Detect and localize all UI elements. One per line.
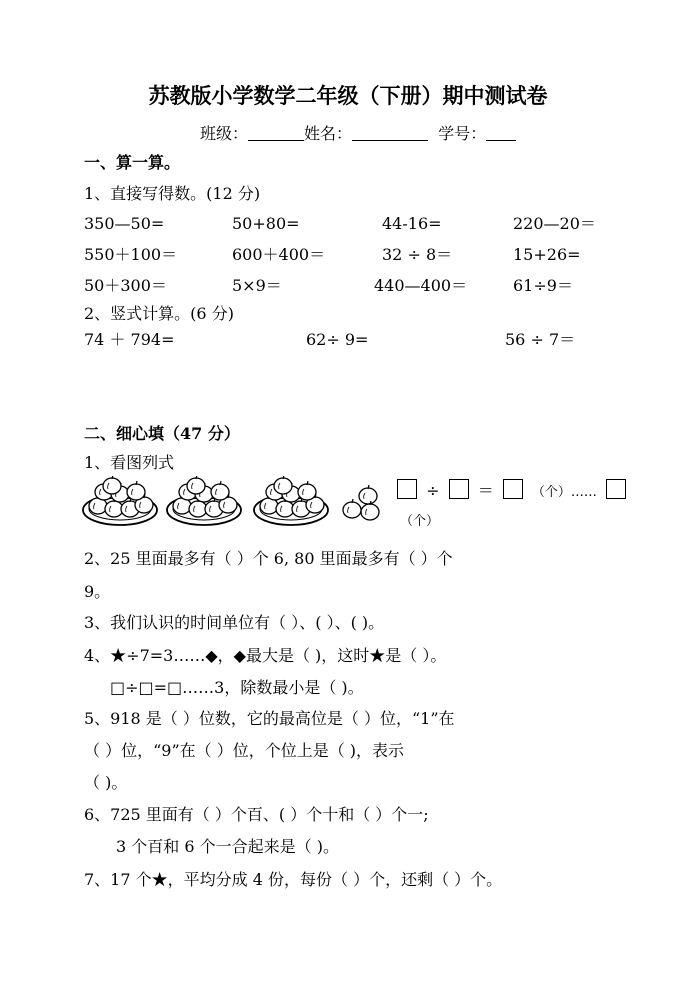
answer-box-dividend[interactable] — [397, 479, 417, 499]
s2-q5-line3: （ )。 — [84, 773, 128, 792]
unit-label-2: （个） — [400, 514, 440, 529]
calc-r1-c2: 32 ÷ 8＝ — [382, 245, 453, 264]
s2-q5-line1: 5、918 是（ ）位数，它的最高位是（ ）位，“1”在 — [84, 709, 455, 728]
s2-q4-line1: 4、★÷7=3……◆，◆最大是（ )，这时★是（ ）。 — [84, 646, 447, 665]
s2-q7: 7、17 个★，平均分成 4 份，每份（ ）个，还剩（ ）个。 — [84, 870, 503, 889]
vertical-calc-2: 62÷ 9= — [306, 330, 369, 349]
plate-1 — [83, 476, 157, 525]
number-blank[interactable] — [486, 125, 516, 141]
calc-r0-c3: 220—20＝ — [513, 214, 596, 233]
q1-label: 1、直接写得数。(12 分) — [84, 184, 261, 203]
plate-2 — [167, 476, 241, 525]
class-blank[interactable] — [248, 125, 304, 141]
calc-r0-c1: 50+80= — [232, 214, 300, 233]
class-label: 班级： — [200, 124, 249, 143]
s2-q3: 3、我们认识的时间单位有（ ）、( ）、( )。 — [84, 613, 385, 632]
section2-heading: 二、细心填（47 分） — [84, 424, 240, 443]
calc-r2-c2: 440—400＝ — [374, 276, 468, 295]
plate-3 — [254, 476, 328, 525]
section1-heading: 一、算一算。 — [84, 153, 181, 172]
answer-box-quotient[interactable] — [503, 479, 523, 499]
calc-r2-c0: 50＋300＝ — [84, 276, 167, 295]
q2-label: 2、竖式计算。(6 分) — [84, 304, 234, 323]
name-label: 姓名： — [304, 124, 353, 143]
number-label: 学号： — [438, 124, 487, 143]
name-blank[interactable] — [352, 125, 428, 141]
s2-q6-line2: 3 个百和 6 个一合起来是（ )。 — [116, 837, 339, 856]
s2-q2-line1: 2、25 里面最多有（ ）个 6, 80 里面最多有（ ）个 — [84, 549, 453, 568]
calc-r2-c1: 5×9＝ — [232, 276, 282, 295]
unit-label-1: （个）…… — [531, 485, 597, 500]
apple-plates-illustration — [82, 476, 392, 528]
vertical-calc-1: 74 ＋ 794= — [84, 330, 175, 349]
s2-q5-line2: （ ）位，“9”在（ ）位，个位上是（ )，表示 — [84, 741, 405, 760]
calc-r1-c3: 15+26= — [513, 245, 581, 264]
s2-q4-line2: □÷□=□……3，除数最小是（ )。 — [110, 678, 364, 697]
calc-r1-c1: 600＋400＝ — [232, 245, 326, 264]
answer-box-divisor[interactable] — [449, 479, 469, 499]
s2-q6-line1: 6、725 里面有（ ）个百、( ）个十和（ ）个一; — [84, 805, 429, 824]
picture-equation — [397, 478, 630, 501]
calc-r0-c0: 350—50= — [84, 214, 165, 233]
student-info-line — [200, 124, 516, 144]
vertical-calc-3: 56 ÷ 7＝ — [505, 330, 576, 349]
equals-sign: ＝ — [477, 481, 494, 500]
s2-q1-label: 1、看图列式 — [84, 453, 175, 472]
answer-box-remainder[interactable] — [606, 479, 626, 499]
loose-apples — [343, 485, 379, 520]
calc-r2-c3: 61÷9＝ — [513, 276, 573, 295]
calc-r1-c0: 550＋100＝ — [84, 245, 178, 264]
calc-r0-c2: 44-16= — [382, 214, 442, 233]
s2-q2-line2: 9。 — [84, 582, 111, 601]
exam-title: 苏教版小学数学二年级（下册）期中测试卷 — [148, 83, 548, 108]
divide-sign: ÷ — [426, 481, 440, 500]
